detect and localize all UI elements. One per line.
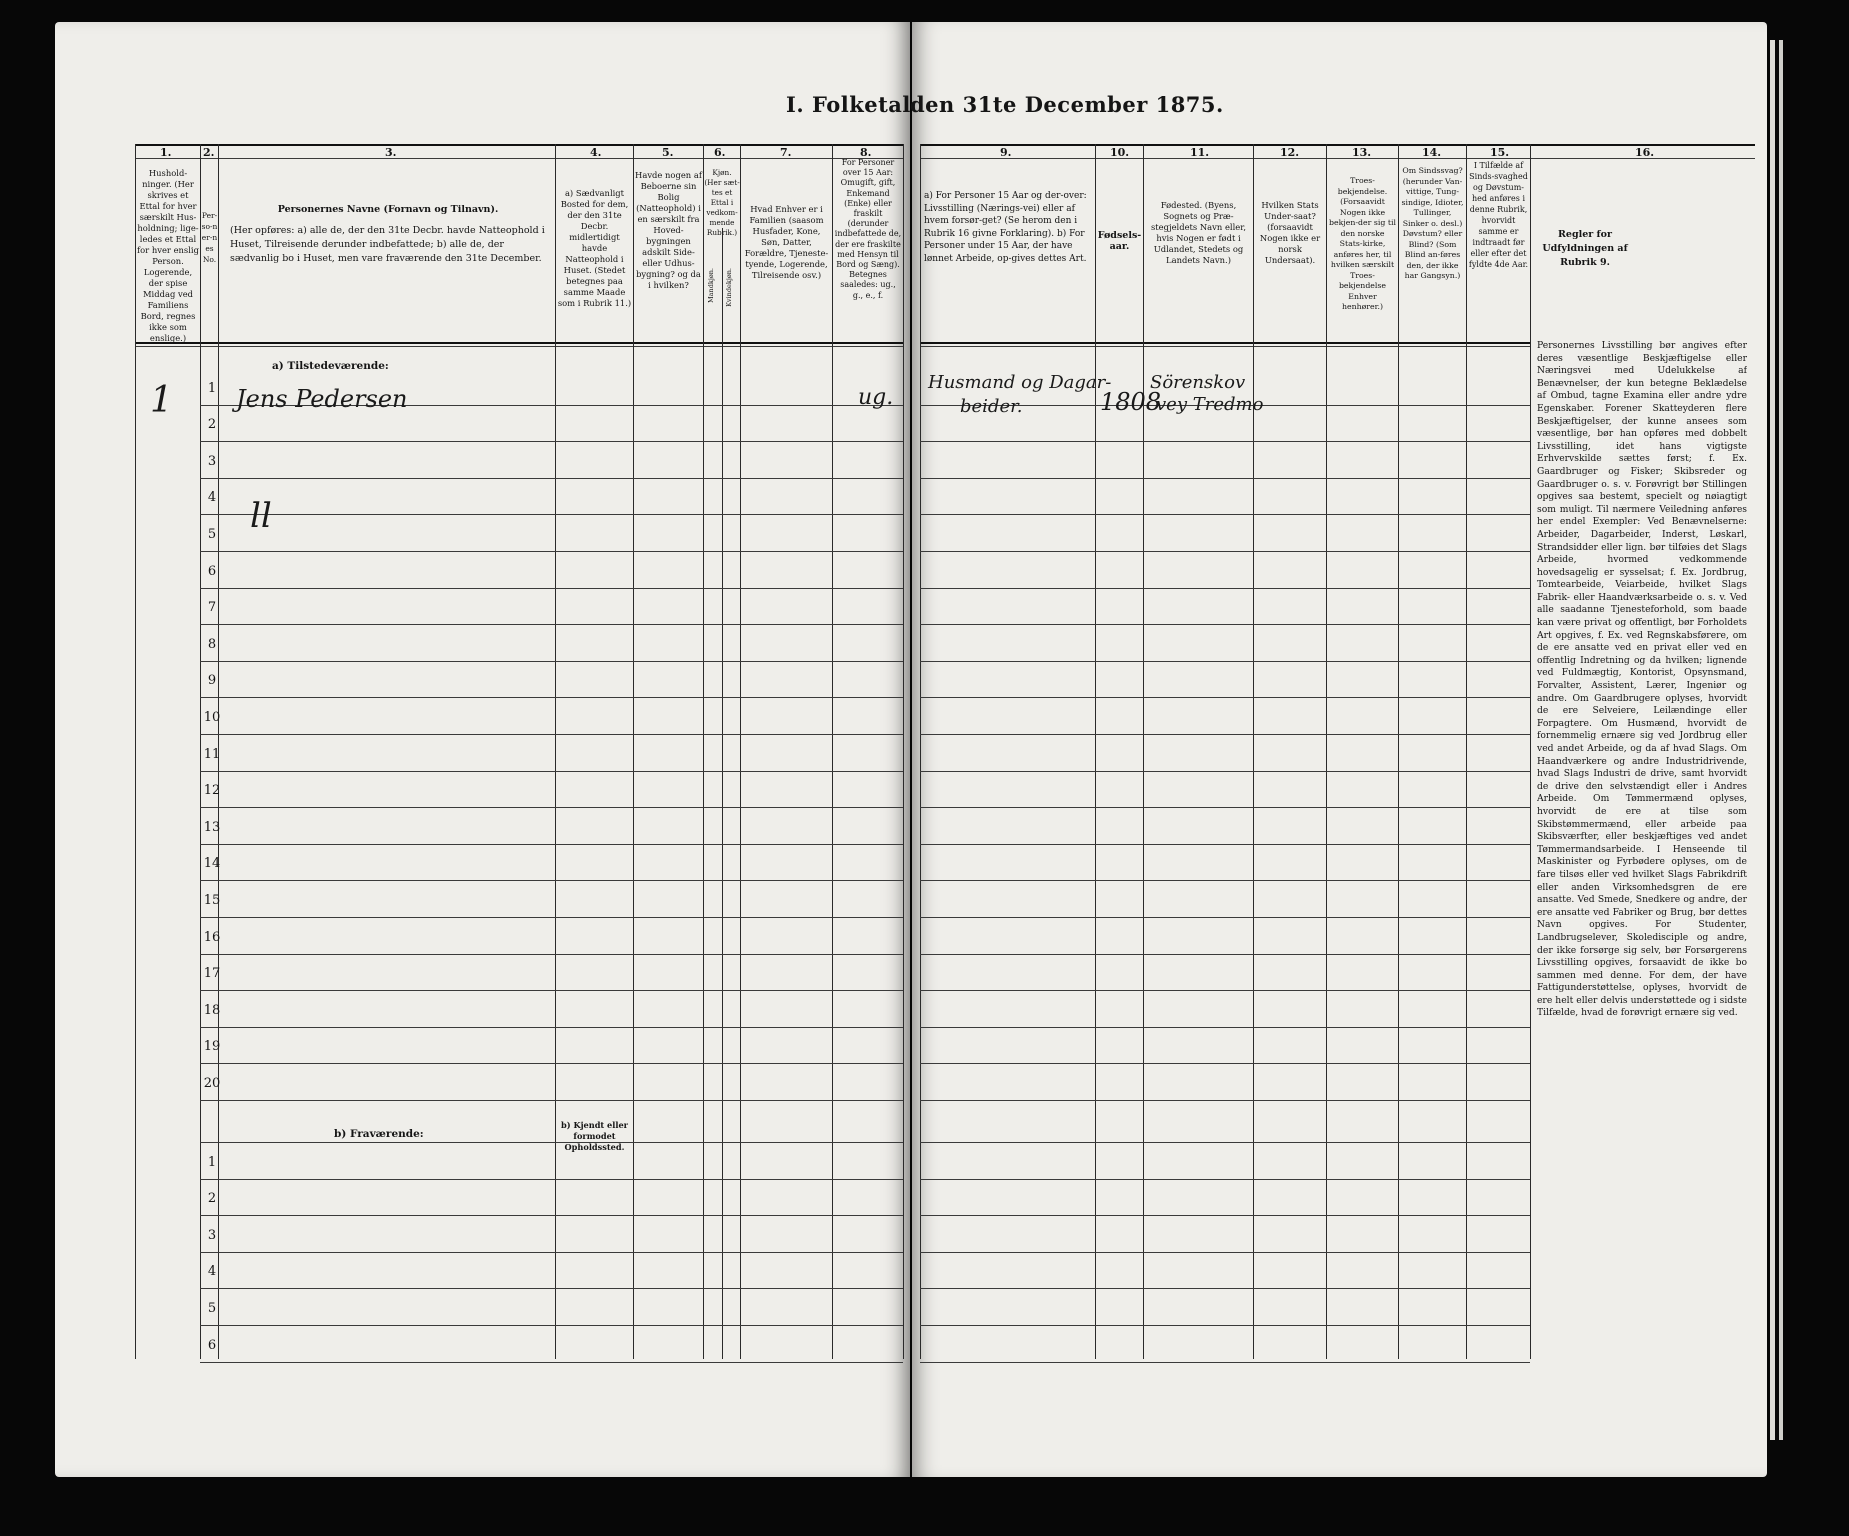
row-number: 1 (207, 381, 217, 396)
col-line (740, 144, 741, 1359)
row-rule (200, 551, 903, 552)
row-rule (920, 1142, 1530, 1143)
entry-birthplace-2: vey Tredmo (1156, 394, 1264, 415)
row-rule (920, 734, 1530, 735)
row-number: 11 (203, 747, 221, 762)
row-rule (200, 478, 903, 479)
row-rule (200, 1179, 903, 1180)
row-rule (920, 624, 1530, 625)
row-rule (920, 661, 1530, 662)
entry-household: 1 (150, 380, 173, 421)
row-rule (200, 880, 903, 881)
row-rule (920, 478, 1530, 479)
col-num-14: 14. (1422, 146, 1442, 159)
col-header-3-title: Personernes Navne (Fornavn og Tilnavn). (277, 204, 499, 215)
row-rule (920, 1252, 1530, 1253)
row-rule (200, 1142, 903, 1143)
col-line (1095, 144, 1096, 1359)
header-bottom-rule2-right (920, 346, 1530, 347)
row-rule (200, 1288, 903, 1289)
col-header-7: Hvad Enhver er i Familien (saasom Husfader, Kone, Søn, Datter, Forældre, Tjeneste-tyende, Logerende, Tilreisende osv.) (744, 204, 829, 280)
row-rule (200, 917, 903, 918)
row-rule (920, 807, 1530, 808)
col-line (1326, 144, 1327, 1359)
row-rule (920, 551, 1530, 552)
row-number: 3 (207, 454, 217, 469)
col-header-11: Fødested. (Byens, Sognets og Præ-stegjeldets Navn eller, hvis Nogen er født i Udlandet, Stedets og Landets Navn.) (1151, 200, 1246, 265)
section-present: a) Tilstedeværende: (272, 360, 389, 372)
entry-status: ug. (858, 385, 894, 410)
row-rule (200, 1362, 903, 1363)
row-number: 14 (203, 856, 221, 871)
col-num-12: 12. (1280, 146, 1300, 159)
header-num-rule-right (920, 158, 1755, 159)
header-bottom-rule (135, 342, 903, 344)
section-absent: b) Fraværende: (334, 1128, 424, 1140)
col-line (135, 144, 136, 1359)
entry-name: Jens Pedersen (236, 385, 408, 413)
col-line (555, 144, 556, 1359)
row-rule (920, 1215, 1530, 1216)
col-num-13: 13. (1352, 146, 1372, 159)
row-number: 5 (207, 1301, 217, 1316)
row-number: 4 (207, 1264, 217, 1279)
row-rule (920, 880, 1530, 881)
row-rule (200, 1325, 903, 1326)
row-rule (200, 514, 903, 515)
row-rule (200, 1063, 903, 1064)
col-header-6-male: Mandkjøn. (707, 268, 715, 303)
col-num-10: 10. (1110, 146, 1130, 159)
row-number: 7 (207, 600, 217, 615)
col-line (903, 144, 904, 1359)
col-header-3: (Her opføres: a) alle de, der den 31te Decbr. havde Natteophold i Huset, Tilreisende derunder indbefattede; b) alle de, der sædvanlig bo i Huset, men vare fraværende den 31te December. (230, 225, 545, 264)
col-line (722, 228, 723, 1359)
col-header-12: Hvilken Stats Under-saat? (forsaavidt Nogen ikke er norsk Undersaat). (1259, 200, 1321, 265)
row-rule (200, 771, 903, 772)
col-line (1466, 144, 1467, 1359)
col-line (703, 144, 704, 1359)
row-rule (200, 807, 903, 808)
row-rule (920, 588, 1530, 589)
row-rule (920, 1362, 1530, 1363)
col-header-15: I Tilfælde af Sinds-svaghed og Døvstum-hed anføres i denne Rubrik, hvorvidt samme er indtraadt før eller efter det fyldte 4de Aar. (1468, 161, 1529, 269)
row-number: 4 (207, 490, 217, 505)
col-num-9: 9. (1000, 146, 1012, 159)
row-rule (920, 514, 1530, 515)
header-bottom-rule2 (135, 346, 903, 347)
title-right: den 31te December 1875. (910, 92, 1224, 117)
page-edge (1779, 40, 1783, 1440)
col-header-5: Havde nogen af Beboerne sin Bolig (Natteophold) i en særskilt fra Hoved-bygningen adskilt Side-eller Udhus-bygning? og da i hvilken? (635, 170, 702, 290)
row-rule (920, 1063, 1530, 1064)
col-line (1143, 144, 1144, 1359)
row-rule (200, 844, 903, 845)
row-rule (920, 990, 1530, 991)
row-number: 2 (207, 1191, 217, 1206)
section-absent-c4: b) Kjendt eller formodet Opholdssted. (561, 1120, 628, 1152)
row-rule (200, 954, 903, 955)
row-number: 3 (207, 1228, 217, 1243)
row-rule (920, 917, 1530, 918)
rules-text: Personernes Livsstilling bør angives efter deres væsentlige Beskjæftigelse eller Næringsvei med Udelukkelse af Benævnelser, der kun betegne Beklædelse af Ombud, tagne Examina eller andre ydre Egenskaber. Forener Skatteyderen flere Beskjæftigelser, der kunne ansees som væsentlige, bør han opføres med dobbelt Livsstilling, idet hans vigtigste Erhvervskilde sættes først; f. Ex. Gaardbruger og Fisker; Skibsreder og Gaardbruger o. s. v. Forøvrigt bør Stillingen opgives saa bestemt, specielt og nøiagtigt som muligt. Til nærmere Veiledning anføres her endel Exempler: Ved Benævnelserne: Arbeider, Dagarbeider, Inderst, Løskarl, Strandsidder eller lign. bør tilføies det Slags Arbeide, hvormed vedkommende hovedsagelig er sysselsat; f. Ex. Jordbrug, Tomtearbeide, Veiarbeide, hvilket Slags Fabrik- eller Haandværksarbeide o. s. v. Ved alle saadanne Tjenesteforhold, som baade kan være privat og offentligt, bør Forholdets Art opgives, f. Ex. ved Regnskabsførere, om de ere ansatte ved en privat eller ved en offentlig Indretning og da hvilken; lignende ved Fuldmægtig, Kontorist, Opsynsmand, Forvalter, Assistent, Lærer, Ingeniør og andre. Om Gaardbrugere oplyses, hvorvidt de ere Selveiere, Leilændinge eller Forpagtere. Om Husmænd, hvorvidt de fornemmelig ernære sig ved Jordbrug eller ved andet Arbeide, og da af hvad Slags. Om Haandværkere og andre Industridrivende, hvad Slags Industri de drive, samt hvorvidt de drive den selvstændigt eller i Andres Arbeide. Om Tømmermænd oplyses, hvorvidt de ere at tilse som Skibstømmermænd, eller arbeide paa Skibsværfter, eller beskjæftiges ved andet Tømmermandsarbeide. I Henseende til Maskinister og Fyrbødere oplyses, om de fare tilsøs eller ved hvilket Slags Fabrikdrift eller anden Virksomhedsgren de ere ansatte. Ved Smede, Snedkere og andre, der ere ansatte ved Fabriker og Brug, bør dettes Navn opgives. For Studenter, Landbrugselever, Skoledisciple og andre, der ikke forsørge sig selv, bør Forsørgerens Livsstilling opgives, forsaavidt de ikke bo sammen med denne. For dem, der have Fattigunderstøttelse, oplyses, hvorvidt de ere helt eller delvis understøttede og i sidste Tilfælde, hvad de forøvrigt ernære sig ved. (1537, 340, 1747, 1019)
row-rule (200, 990, 903, 991)
col-num-7: 7. (780, 146, 792, 159)
row-number: 6 (207, 1338, 217, 1353)
row-number: 1 (207, 1155, 217, 1170)
row-number: 12 (203, 783, 221, 798)
entry-occupation-2: beider. (960, 396, 1023, 417)
row-rule (920, 1288, 1530, 1289)
row-number: 18 (203, 1003, 221, 1018)
row-rule (200, 697, 903, 698)
row-number: 17 (203, 966, 221, 981)
row-number: 15 (203, 893, 221, 908)
page-edge (1770, 40, 1775, 1440)
row-number: 2 (207, 417, 217, 432)
title-left: I. Folketal (786, 92, 911, 117)
entry-birthplace-1: Sörenskov (1150, 372, 1246, 393)
row-rule (200, 588, 903, 589)
col-header-13: Troes-bekjendelse. (Forsaavidt Nogen ikke bekjen-der sig til den norske Stats-kirke, anføres her, til hvilken særskilt Troes-bekjendelse Enhver henhører.) (1329, 176, 1396, 311)
col-header-6-female: Kvindekjøn. (725, 268, 733, 307)
col-line (832, 144, 833, 1359)
row-number: 6 (207, 564, 217, 579)
col-header-14: Om Sindssvag? (herunder Van-vittige, Tung-sindige, Idioter, Tullinger, Sinker o. desl.) Døvstum? eller Blind? (Som Blind an-føres den, der ikke har Gangsyn.) (1401, 166, 1464, 280)
col-line (200, 144, 201, 1359)
col-header-9: a) For Personer 15 Aar og der-over: Livsstilling (Nærings-vei) eller af hvem forsør-get? (Se herom den i Rubrik 16 givne Forklaring). b) For Personer under 15 Aar, der have lønnet Arbeide, op-gives dettes Art. (924, 191, 1087, 264)
row-number: 19 (203, 1039, 221, 1054)
col-num-4: 4. (590, 146, 602, 159)
row-rule (920, 697, 1530, 698)
col-num-5: 5. (662, 146, 674, 159)
row-rule (920, 441, 1530, 442)
entry-mark: ll (250, 496, 272, 536)
row-rule (920, 954, 1530, 955)
row-rule (200, 441, 903, 442)
row-rule (200, 1252, 903, 1253)
row-rule (200, 734, 903, 735)
col-num-15: 15. (1490, 146, 1510, 159)
row-rule (920, 1027, 1530, 1028)
col-num-2: 2. (203, 146, 215, 159)
row-rule (200, 624, 903, 625)
col-line (633, 144, 634, 1359)
col-header-8: For Personer over 15 Aar: Omugift, gift, Enkemand (Enke) eller fraskilt (derunder indbefattede de, der ere fraskilte med Hensyn til Bord og Sæng). Betegnes saaledes: ug., g., e., f. (834, 158, 902, 300)
header-top-rule-right (920, 144, 1755, 146)
row-rule (200, 1027, 903, 1028)
row-rule (920, 1179, 1530, 1180)
row-number: 10 (203, 710, 221, 725)
col-num-11: 11. (1190, 146, 1210, 159)
entry-occupation-1: Husmand og Dagar- (928, 372, 1112, 393)
col-line (920, 144, 921, 1359)
row-rule (920, 844, 1530, 845)
header-bottom-rule-right (920, 342, 1530, 344)
row-number: 13 (203, 820, 221, 835)
col-header-2: Per-so-ner-nes No. (201, 211, 218, 264)
row-rule (200, 1100, 903, 1101)
entry-birth-year: 1808 (1100, 388, 1162, 416)
col-line (1253, 144, 1254, 1359)
col-header-6: Kjøn. (Her sæt-tes et Ettal i vedkom-mende Rubrik.) (704, 168, 740, 237)
row-number: 9 (207, 673, 217, 688)
col-header-1: Hushold-ninger. (Her skrives et Ettal for hver særskilt Hus-holdning; lige-ledes et Ettal for hver enslig Person. Logerende, der spise Middag ved Familiens Bord, regnes ikke som enslige.) (137, 168, 199, 343)
col-header-10: Fødsels-aar. (1097, 230, 1142, 252)
row-rule (200, 661, 903, 662)
row-number: 20 (203, 1076, 221, 1091)
col-num-3: 3. (385, 146, 397, 159)
row-rule (920, 771, 1530, 772)
col-header-4: a) Sædvanligt Bosted for dem, der den 31te Decbr. midlertidigt havde Natteophold i Huset. (Stedet betegnes paa samme Maade som i Rubrik 11.) (557, 188, 632, 308)
col-line (1398, 144, 1399, 1359)
row-rule (920, 1100, 1530, 1101)
col-line (1530, 144, 1531, 1359)
row-number: 16 (203, 930, 221, 945)
col-num-8: 8. (860, 146, 872, 159)
col-num-16: 16. (1635, 146, 1655, 159)
col-num-1: 1. (160, 146, 172, 159)
row-number: 5 (207, 527, 217, 542)
col-num-6: 6. (714, 146, 726, 159)
col-header-16: Regler for Udfyldningen af Rubrik 9. (1542, 229, 1628, 268)
row-number: 8 (207, 637, 217, 652)
row-rule (920, 1325, 1530, 1326)
row-rule (200, 1215, 903, 1216)
